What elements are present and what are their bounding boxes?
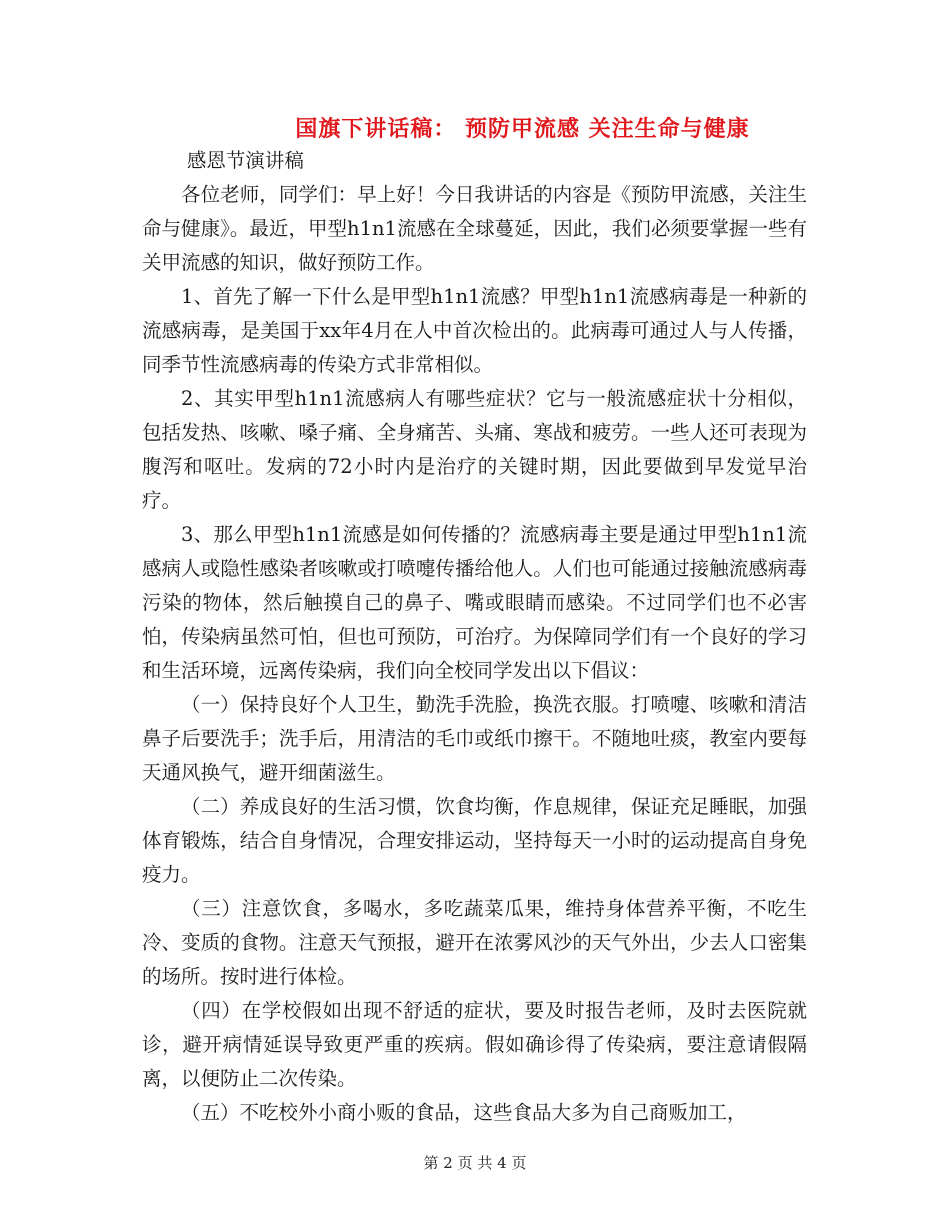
document-title: 国旗下讲话稿： 预防甲流感 关注生命与健康 [295, 116, 750, 142]
paragraph-item-2: （二）养成良好的生活习惯，饮食均衡，作息规律，保证充足睡眠，加强体育锻炼，结合自身情况，合理安排运动，坚持每天一小时的运动提高自身免疫力。 [142, 795, 807, 886]
paragraph-item-1: （一）保持良好个人卫生，勤洗手洗脸，换洗衣服。打喷嚏、咳嗽和清洁鼻子后要洗手；洗手后，用清洁的毛巾或纸巾擦干。不随地吐痰，教室内要每天通风换气，避开细菌滋生。 [142, 693, 807, 784]
paragraph-item-5: （五）不吃校外小商小贩的食品，这些食品大多为自己商贩加工， [181, 1101, 747, 1124]
paragraph-greeting: 各位老师，同学们：早上好！今日我讲话的内容是《预防甲流感，关注生命与健康》。最近，甲型h1n1流感在全球蔓延，因此，我们必须要掌握一些有关甲流感的知识，做好预防工作。 [142, 183, 807, 274]
paragraph-item-4: （四）在学校假如出现不舒适的症状，要及时报告老师，及时去医院就诊，避开病情延误导致更严重的疾病。假如确诊得了传染病，要注意请假隔离，以便防止二次传染。 [142, 999, 807, 1090]
document-body [142, 144, 807, 1130]
paragraph-item-3: （三）注意饮食，多喝水，多吃蔬菜瓜果，维持身体营养平衡，不吃生冷、变质的食物。注意天气预报，避开在浓雾风沙的天气外出，少去人口密集的场所。按时进行体检。 [142, 897, 807, 988]
paragraph-1: 1、首先了解一下什么是甲型h1n1流感？甲型h1n1流感病毒是一种新的流感病毒，是美国于xx年4月在人中首次检出的。此病毒可通过人与人传播，同季节性流感病毒的传染方式非常相似。 [142, 285, 807, 376]
page-footer: 第 2 页 共 4 页 [423, 1154, 527, 1172]
paragraph-2: 2、其实甲型h1n1流感病人有哪些症状？它与一般流感症状十分相似，包括发热、咳嗽、嗓子痛、全身痛苦、头痛、寒战和疲劳。一些人还可表现为腹泻和呕吐。发病的72小时内是治疗的关键时期，因此要做到早发觉早治疗。 [142, 387, 807, 512]
paragraph-subtitle: 感恩节演讲稿 [186, 149, 304, 172]
paragraph-3: 3、那么甲型h1n1流感是如何传播的？流感病毒主要是通过甲型h1n1流感病人或隐性感染者咳嗽或打喷嚏传播给他人。人们也可能通过接触流感病毒污染的物体，然后触摸自己的鼻子、嘴或眼睛而感染。不过同学们也不必害怕，传染病虽然可怕，但也可预防，可治疗。为保障同学们有一个良好的学习和生活环境，远离传染病，我们向全校同学发出以下倡议： [142, 523, 807, 682]
